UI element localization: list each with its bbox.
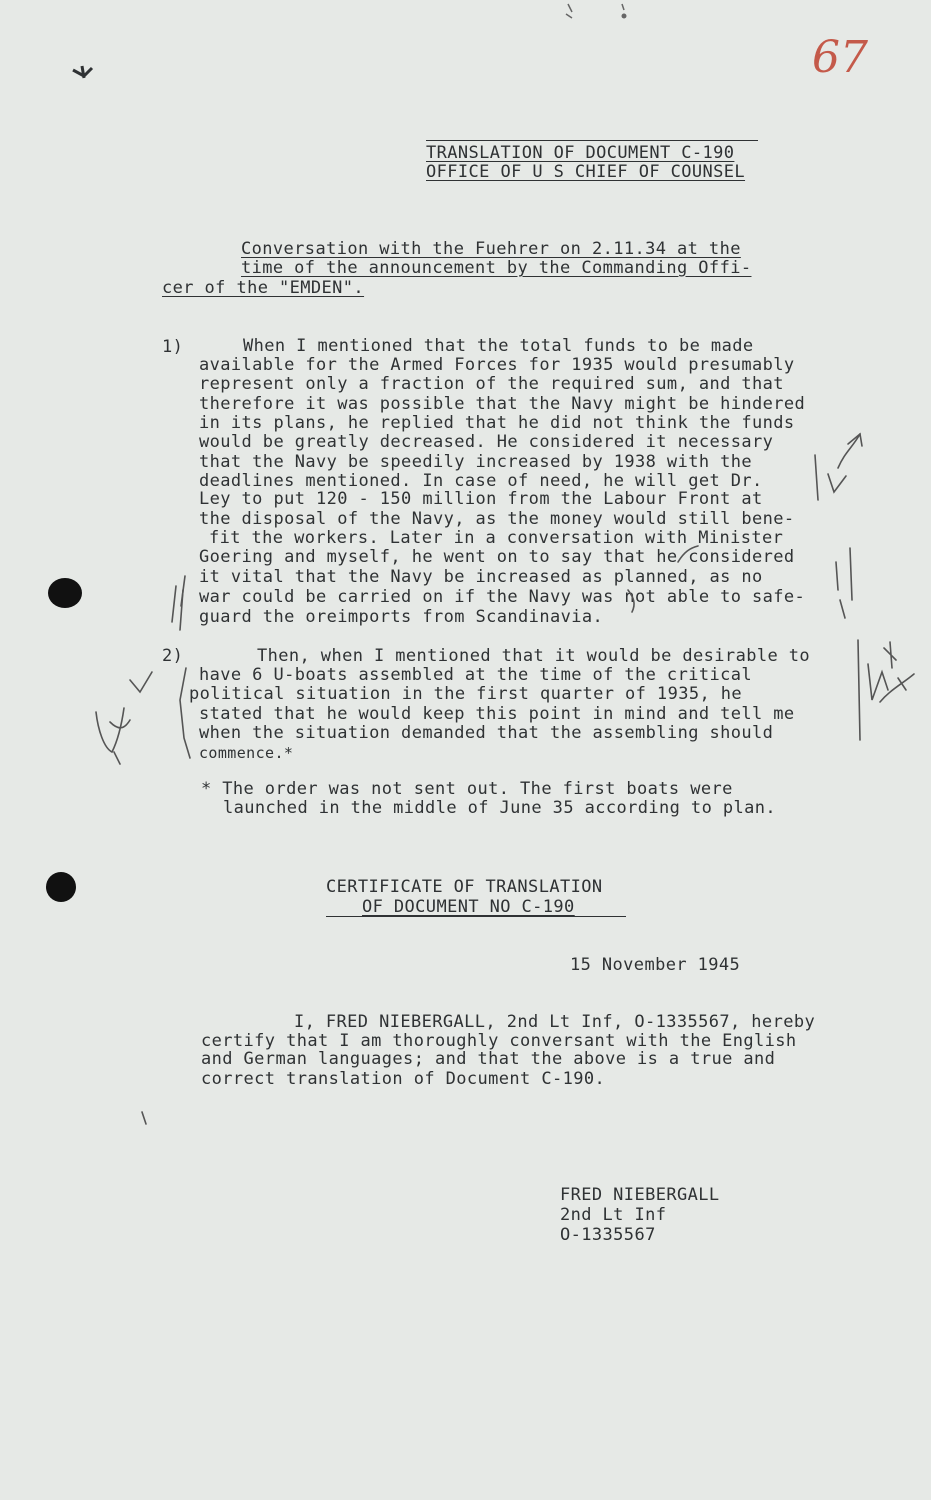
paragraph-line: therefore it was possible that the Navy might be hindered bbox=[199, 394, 806, 414]
page-number: 67 bbox=[812, 32, 868, 83]
paragraph-line: deadlines mentioned. In case of need, he will get Dr. bbox=[199, 471, 763, 491]
subject-line: Conversation with the Fuehrer on 2.11.34 at the bbox=[241, 239, 741, 259]
subject-line: time of the announcement by the Commanding Offi- bbox=[241, 258, 752, 278]
paragraph-line: when the situation demanded that the assembling should bbox=[199, 723, 774, 743]
certificate-line: I, FRED NIEBERGALL, 2nd Lt Inf, O-1335567, hereby bbox=[294, 1012, 816, 1032]
footnote-line: launched in the middle of June 35 according to plan. bbox=[223, 798, 777, 818]
paragraph-line: Ley to put 120 - 150 million from the Labour Front at bbox=[199, 489, 763, 509]
paragraph-number: 1) bbox=[162, 337, 184, 357]
signature-rank: 2nd Lt Inf bbox=[560, 1205, 667, 1225]
paragraph-line: When I mentioned that the total funds to be made bbox=[243, 336, 754, 356]
paragraph-line: war could be carried on if the Navy was not able to safe- bbox=[199, 587, 806, 607]
paragraph-line: would be greatly decreased. He considered it necessary bbox=[199, 432, 774, 452]
paragraph-line: the disposal of the Navy, as the money would still bene- bbox=[199, 509, 795, 529]
footnote-line: * The order was not sent out. The first boats were bbox=[201, 779, 733, 799]
paragraph-line: have 6 U-boats assembled at the time of the critical bbox=[199, 665, 753, 685]
header-office: OFFICE OF U S CHIEF OF COUNSEL bbox=[426, 162, 746, 182]
paragraph-line: stated that he would keep this point in mind and tell me bbox=[199, 704, 795, 724]
paragraph-number: 2) bbox=[162, 646, 184, 666]
certificate-line: and German languages; and that the above is a true and bbox=[201, 1049, 776, 1069]
certificate-line: certify that I am thoroughly conversant with the English bbox=[201, 1031, 797, 1051]
paragraph-line: Goering and myself, he went on to say that he considered bbox=[199, 547, 795, 567]
paragraph-line: Then, when I mentioned that it would be desirable to bbox=[257, 646, 811, 666]
paragraph-line: that the Navy be speedily increased by 1938 with the bbox=[199, 452, 753, 472]
paragraph-line: guard the oreimports from Scandinavia. bbox=[199, 607, 604, 627]
signature-serial: O-1335567 bbox=[560, 1225, 656, 1245]
signature-name: FRED NIEBERGALL bbox=[560, 1185, 720, 1205]
paragraph-line: available for the Armed Forces for 1935 would presumably bbox=[199, 355, 795, 375]
paragraph-line: fit the workers. Later in a conversation with Minister bbox=[209, 528, 784, 548]
certificate-date: 15 November 1945 bbox=[570, 955, 741, 975]
paragraph-line: political situation in the first quarter of 1935, he bbox=[189, 684, 743, 704]
paragraph-line: commence.* bbox=[199, 744, 294, 762]
header-title: TRANSLATION OF DOCUMENT C-190 bbox=[426, 143, 735, 163]
certificate-line: correct translation of Document C-190. bbox=[201, 1069, 606, 1089]
paragraph-line: it vital that the Navy be increased as planned, as no bbox=[199, 567, 763, 587]
certificate-subtitle: OF DOCUMENT NO C-190 bbox=[362, 897, 575, 917]
paragraph-line: represent only a fraction of the required sum, and that bbox=[199, 374, 784, 394]
certificate-title: CERTIFICATE OF TRANSLATION bbox=[326, 877, 603, 897]
paragraph-line: in its plans, he replied that he did not think the funds bbox=[199, 413, 795, 433]
subject-line: cer of the "EMDEN". bbox=[162, 278, 365, 298]
